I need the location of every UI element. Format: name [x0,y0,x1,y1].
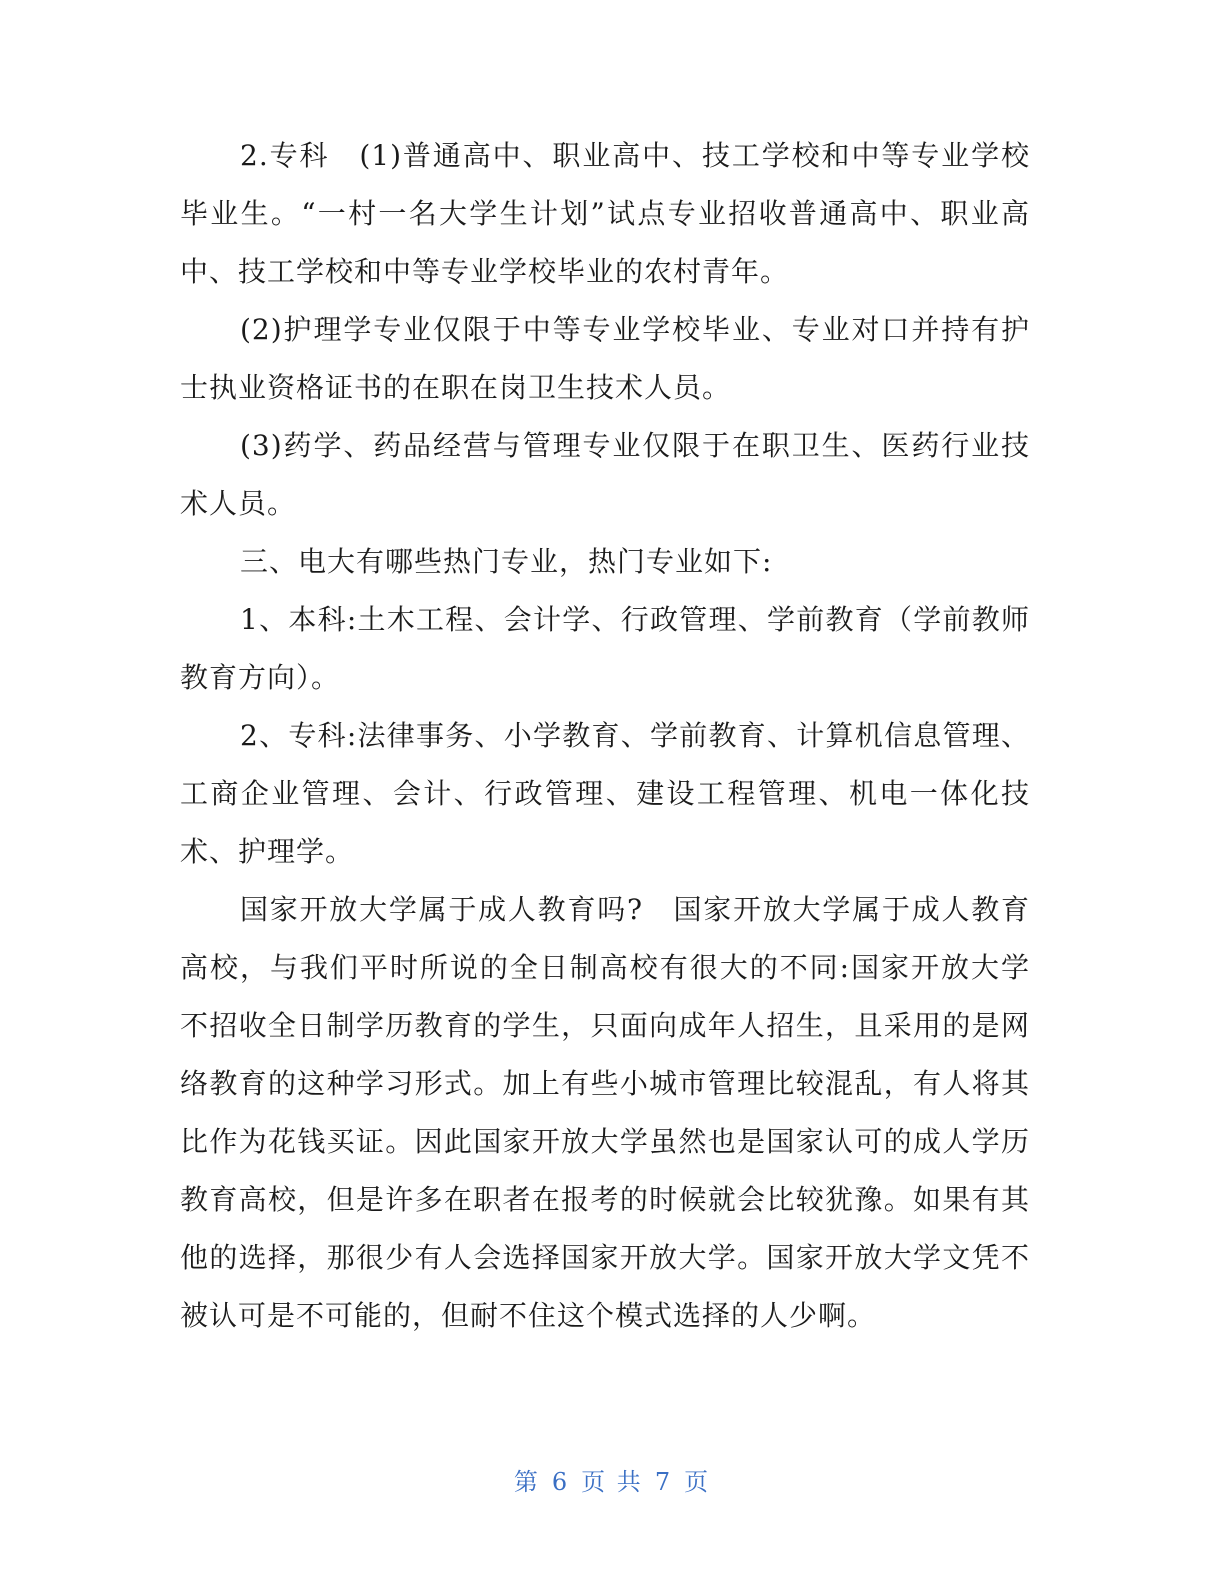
paragraph-pharmacy-requirement: (3)药学、药品经营与管理专业仅限于在职卫生、医药行业技术人员。 [180,429,1030,520]
footer-label-of: 页 共 [581,1468,643,1496]
paragraph-undergraduate-majors: 1、本科:土木工程、会计学、行政管理、学前教育（学前教师教育方向）。 [180,603,1030,694]
footer-label-end: 页 [684,1468,711,1496]
document-body [180,127,1030,1345]
paragraph-junior-college-majors: 2、专科:法律事务、小学教育、学前教育、计算机信息管理、工商企业管理、会计、行政管理、建设工程管理、机电一体化技术、护理学。 [180,719,1030,868]
paragraph-junior-college-requirements: 2.专科 (1)普通高中、职业高中、技工学校和中等专业学校毕业生。“一村一名大学生计划”试点专业招收普通高中、职业高中、技工学校和中等专业学校毕业的农村青年。 [180,139,1030,288]
footer-current-page: 6 [551,1468,570,1496]
footer-label-page: 第 [513,1468,540,1496]
paragraph-open-university-discussion: 国家开放大学属于成人教育吗? 国家开放大学属于成人教育高校，与我们平时所说的全日制高校有很大的不同:国家开放大学不招收全日制学历教育的学生，只面向成年人招生，且采用的是网络教育的这种学习形式。加上有些小城市管理比较混乱，有人将其比作为花钱买证。因此国家开放大学虽然也是国家认可的成人学历教育高校，但是许多在职者在报考的时候就会比较犹豫。如果有其他的选择，那很少有人会选择国家开放大学。国家开放大学文凭不被认可是不可能的，但耐不住这个模式选择的人少啊。 [180,893,1030,1332]
paragraph-nursing-requirement: (2)护理学专业仅限于中等专业学校毕业、专业对口并持有护士执业资格证书的在职在岗卫生技术人员。 [180,313,1030,404]
footer-total-pages: 7 [654,1468,673,1496]
paragraph-popular-majors-heading: 三、电大有哪些热门专业，热门专业如下: [240,545,773,578]
page-footer [0,1462,1224,1497]
